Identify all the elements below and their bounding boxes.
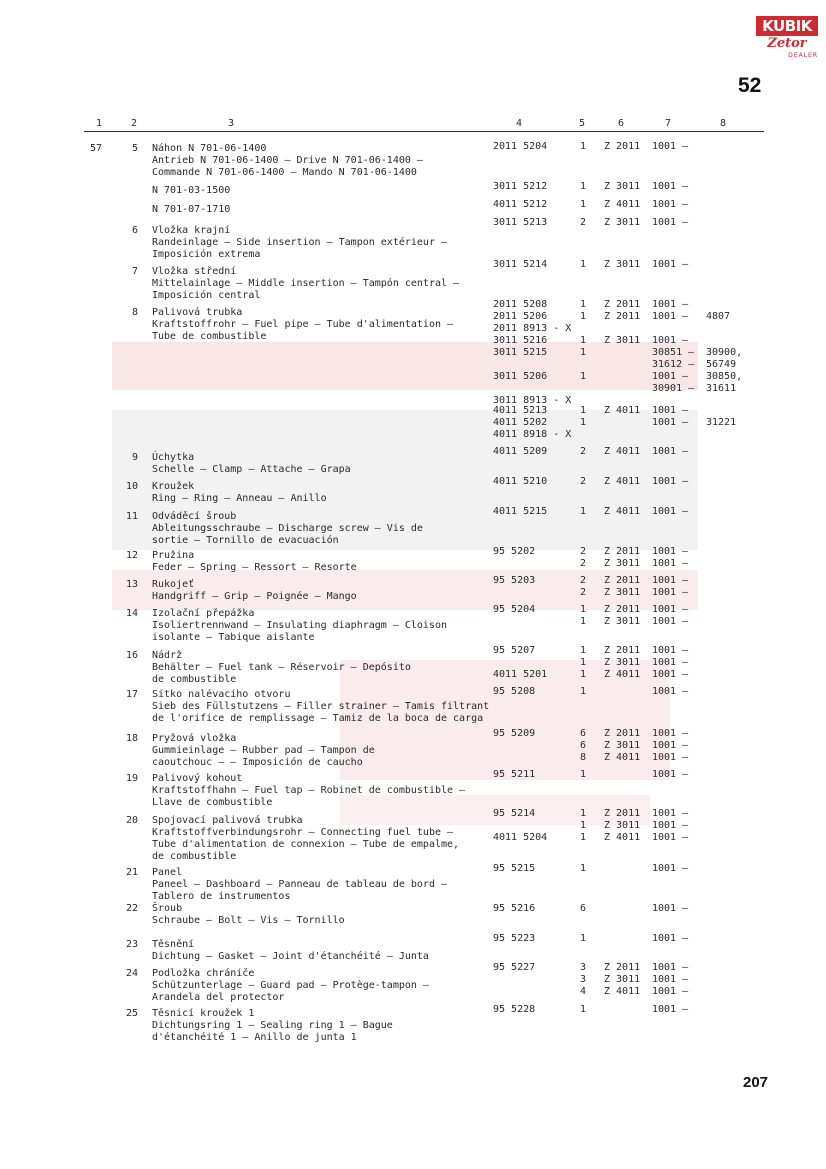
model: Z 2011	[604, 546, 641, 557]
row-position-number: 7	[132, 266, 139, 277]
serial-from: 1001 —	[652, 141, 689, 152]
quantity: 1	[580, 181, 587, 192]
part-number: 95 5228	[493, 1004, 536, 1015]
serial-from: 1001 —	[652, 616, 689, 627]
row-description-line: Kraftstoffhahn — Fuel tap — Robinet de combustible —	[152, 785, 466, 796]
row-description-line: Imposición extrema	[152, 249, 261, 260]
model: Z 2011	[604, 575, 641, 586]
part-number: 4011 5209	[493, 446, 548, 457]
model: Z 4011	[604, 476, 641, 487]
part-number: 95 5203	[493, 575, 536, 586]
part-number: 95 5223	[493, 933, 536, 944]
serial-from: 1001 —	[652, 645, 689, 656]
serial-from: 1001 —	[652, 962, 689, 973]
row-description-line: Schelle — Clamp — Attache — Grapa	[152, 464, 351, 475]
quantity: 3	[580, 962, 587, 973]
row-description-line: Isoliertrennwand — Insulating diaphragm — Cloison	[152, 620, 448, 631]
quantity: 1	[580, 669, 587, 680]
model: Z 3011	[604, 335, 641, 346]
model: Z 3011	[604, 740, 641, 751]
quantity: 1	[580, 604, 587, 615]
serial-note: 56749	[706, 359, 737, 370]
quantity: 1	[580, 616, 587, 627]
row-description-line: Pružina	[152, 550, 195, 561]
serial-from: 1001 —	[652, 446, 689, 457]
serial-from: 1001 —	[652, 199, 689, 210]
model: Z 4011	[604, 986, 641, 997]
quantity: 1	[580, 820, 587, 831]
serial-note: 4807	[706, 311, 731, 322]
quantity: 1	[580, 933, 587, 944]
serial-from: 31612 —	[652, 359, 695, 370]
row-description-line: Úchytka	[152, 452, 195, 463]
row-position-number: 13	[126, 579, 139, 590]
serial-from: 1001 —	[652, 335, 689, 346]
row-description-line: Imposición central	[152, 290, 261, 301]
serial-from: 1001 —	[652, 863, 689, 874]
serial-from: 30901 —	[652, 383, 695, 394]
serial-from: 1001 —	[652, 657, 689, 668]
row-description-line: Gummieinlage — Rubber pad — Tampon de	[152, 745, 375, 756]
serial-from: 1001 —	[652, 728, 689, 739]
row-position-number: 5	[132, 143, 139, 154]
row-position-number: 20	[126, 815, 139, 826]
serial-from: 1001 —	[652, 587, 689, 598]
part-number: 3011 5216	[493, 335, 548, 346]
quantity: 2	[580, 587, 587, 598]
part-number: 3011 8913 - X	[493, 395, 572, 406]
serial-from: 1001 —	[652, 820, 689, 831]
serial-note: 30900,	[706, 347, 743, 358]
model: Z 2011	[604, 311, 641, 322]
model: Z 2011	[604, 808, 641, 819]
part-number: 4011 5212	[493, 199, 548, 210]
quantity: 1	[580, 311, 587, 322]
model: Z 2011	[604, 962, 641, 973]
part-number: 95 5204	[493, 604, 536, 615]
model: Z 4011	[604, 506, 641, 517]
row-description-line: de combustible	[152, 851, 237, 862]
part-number: 3011 5212	[493, 181, 548, 192]
quantity: 1	[580, 506, 587, 517]
model: Z 4011	[604, 405, 641, 416]
part-number: 2011 8913 - X	[493, 323, 572, 334]
model: Z 3011	[604, 259, 641, 270]
page-number-top: 52	[738, 74, 762, 97]
row-description-line: Schützunterlage — Guard pad — Protège-tampon —	[152, 980, 429, 991]
quantity: 1	[580, 347, 587, 358]
logo-sub: Zetor	[767, 36, 807, 51]
part-number: 2011 5208	[493, 299, 548, 310]
quantity: 2	[580, 546, 587, 557]
row-position-number: 24	[126, 968, 139, 979]
model: Z 3011	[604, 616, 641, 627]
col-header-1: 1	[96, 118, 103, 129]
row-position-number: 17	[126, 689, 139, 700]
serial-note: 30850,	[706, 371, 743, 382]
serial-note: 31611	[706, 383, 737, 394]
kubik-zetor-logo	[756, 16, 818, 68]
row-position-number: 8	[132, 307, 139, 318]
serial-from: 1001 —	[652, 371, 689, 382]
quantity: 1	[580, 335, 587, 346]
serial-from: 1001 —	[652, 1004, 689, 1015]
quantity: 1	[580, 686, 587, 697]
part-number: 95 5202	[493, 546, 536, 557]
row-description-line: Nádrž	[152, 650, 183, 661]
serial-from: 1001 —	[652, 974, 689, 985]
serial-from: 1001 —	[652, 575, 689, 586]
row-description-line: Šroub	[152, 903, 183, 914]
row-description-line: Antrieb N 701-06-1400 — Drive N 701-06-1400 —	[152, 155, 423, 166]
model: Z 2011	[604, 728, 641, 739]
col-header-5: 5	[579, 118, 586, 129]
part-number: 3011 5215	[493, 347, 548, 358]
part-number: 95 5209	[493, 728, 536, 739]
model: Z 2011	[604, 645, 641, 656]
row-description-line: d'étanchéité 1 — Anillo de junta 1	[152, 1032, 357, 1043]
row-position-number: 12	[126, 550, 139, 561]
row-description-line: Randeinlage — Side insertion — Tampon extérieur —	[152, 237, 448, 248]
serial-from: 1001 —	[652, 903, 689, 914]
model: Z 3011	[604, 558, 641, 569]
serial-from: 1001 —	[652, 217, 689, 228]
serial-from: 1001 —	[652, 686, 689, 697]
part-number: 95 5208	[493, 686, 536, 697]
part-number: 95 5216	[493, 903, 536, 914]
serial-from: 1001 —	[652, 669, 689, 680]
row-description-line: Schraube — Bolt — Vis — Tornillo	[152, 915, 345, 926]
row-description-line: Podložka chrániče	[152, 968, 255, 979]
row-description-line: Palivová trubka	[152, 307, 243, 318]
part-number: 4011 5202	[493, 417, 548, 428]
quantity: 1	[580, 863, 587, 874]
row-description-line: caoutchouc — — Imposición de caucho	[152, 757, 363, 768]
model: Z 4011	[604, 752, 641, 763]
serial-from: 1001 —	[652, 405, 689, 416]
quantity: 2	[580, 217, 587, 228]
logo-brand: KUBIK	[756, 16, 818, 36]
row-position-number: 22	[126, 903, 139, 914]
model: Z 4011	[604, 669, 641, 680]
quantity: 6	[580, 740, 587, 751]
part-number: 95 5207	[493, 645, 536, 656]
model: Z 3011	[604, 657, 641, 668]
row-description-line: sortie — Tornillo de evacuación	[152, 535, 339, 546]
row-position-number: 21	[126, 867, 139, 878]
quantity: 1	[580, 371, 587, 382]
model: Z 2011	[604, 299, 641, 310]
serial-from: 1001 —	[652, 181, 689, 192]
row-description-line: de l'orifice de remplissage — Tamiz de la boca de carga	[152, 713, 484, 724]
serial-from: 1001 —	[652, 476, 689, 487]
serial-from: 1001 —	[652, 506, 689, 517]
quantity: 8	[580, 752, 587, 763]
row-description-line: Palivový kohout	[152, 773, 243, 784]
model: Z 3011	[604, 820, 641, 831]
part-number: 4011 5213	[493, 405, 548, 416]
quantity: 1	[580, 832, 587, 843]
quantity: 1	[580, 417, 587, 428]
serial-from: 1001 —	[652, 832, 689, 843]
col-header-8: 8	[720, 118, 727, 129]
row-description-line: Dichtung — Gasket — Joint d'étanchéité — Junta	[152, 951, 429, 962]
row-description-line: Handgriff — Grip — Poignée — Mango	[152, 591, 357, 602]
row-description-line: Vložka krajní	[152, 225, 231, 236]
quantity: 1	[580, 199, 587, 210]
part-number: 3011 5213	[493, 217, 548, 228]
quantity: 6	[580, 728, 587, 739]
row-description-line: Tablero de instrumentos	[152, 891, 291, 902]
row-position-number: 9	[132, 452, 139, 463]
page-number-bottom: 207	[743, 1074, 769, 1091]
quantity: 1	[580, 657, 587, 668]
part-number: 95 5215	[493, 863, 536, 874]
row-position-number: 14	[126, 608, 139, 619]
model: Z 2011	[604, 604, 641, 615]
quantity: 1	[580, 645, 587, 656]
row-description-line: Kraftstoffrohr — Fuel pipe — Tube d'alimentation —	[152, 319, 454, 330]
col-header-6: 6	[618, 118, 625, 129]
model: Z 4011	[604, 199, 641, 210]
serial-from: 1001 —	[652, 417, 689, 428]
model: Z 3011	[604, 974, 641, 985]
quantity: 2	[580, 575, 587, 586]
row-description-line: Odváděcí šroub	[152, 511, 237, 522]
serial-from: 30851 —	[652, 347, 695, 358]
quantity: 6	[580, 903, 587, 914]
row-description-line: Behälter — Fuel tank — Réservoir — Depósito	[152, 662, 411, 673]
row-position-number: 19	[126, 773, 139, 784]
part-number: 4011 5201	[493, 669, 548, 680]
part-number: 4011 8918 - X	[493, 429, 572, 440]
serial-from: 1001 —	[652, 769, 689, 780]
row-description-line: Pryžová vložka	[152, 733, 237, 744]
quantity: 2	[580, 446, 587, 457]
row-description-line: Izolační přepážka	[152, 608, 255, 619]
serial-from: 1001 —	[652, 986, 689, 997]
model: Z 3011	[604, 587, 641, 598]
serial-from: 1001 —	[652, 558, 689, 569]
serial-from: 1001 —	[652, 259, 689, 270]
part-number: 4011 5204	[493, 832, 548, 843]
part-number: 95 5227	[493, 962, 536, 973]
part-number: 3011 5206	[493, 371, 548, 382]
row-position-number: 11	[126, 511, 139, 522]
quantity: 1	[580, 299, 587, 310]
row-description-line: N 701-07-1710	[152, 204, 231, 215]
serial-from: 1001 —	[652, 311, 689, 322]
serial-note: 31221	[706, 417, 737, 428]
row-description-line: Sítko nalévacího otvoru	[152, 689, 291, 700]
row-description-line: Paneel — Dashboard — Panneau de tableau de bord —	[152, 879, 448, 890]
serial-from: 1001 —	[652, 546, 689, 557]
part-number: 4011 5215	[493, 506, 548, 517]
quantity: 1	[580, 808, 587, 819]
part-number: 4011 5210	[493, 476, 548, 487]
part-number: 3011 5214	[493, 259, 548, 270]
row-group-number: 57	[90, 143, 103, 154]
row-description-line: Spojovací palivová trubka	[152, 815, 303, 826]
row-description-line: isolante — Tabique aislante	[152, 632, 315, 643]
col-header-2: 2	[131, 118, 138, 129]
row-description-line: Commande N 701-06-1400 — Mando N 701-06-1400	[152, 167, 417, 178]
row-description-line: Dichtungsring 1 — Sealing ring 1 — Bague	[152, 1020, 393, 1031]
row-description-line: Náhon N 701-06-1400	[152, 143, 267, 154]
quantity: 1	[580, 1004, 587, 1015]
row-description-line: Rukojeť	[152, 579, 195, 590]
quantity: 1	[580, 141, 587, 152]
col-header-7: 7	[665, 118, 672, 129]
quantity: 3	[580, 974, 587, 985]
row-position-number: 23	[126, 939, 139, 950]
quantity: 4	[580, 986, 587, 997]
row-position-number: 16	[126, 650, 139, 661]
row-description-line: Panel	[152, 867, 183, 878]
quantity: 1	[580, 405, 587, 416]
serial-from: 1001 —	[652, 299, 689, 310]
logo-dealer: DEALER	[788, 52, 818, 59]
model: Z 3011	[604, 217, 641, 228]
row-description-line: Llave de combustible	[152, 797, 273, 808]
quantity: 1	[580, 769, 587, 780]
model: Z 4011	[604, 832, 641, 843]
model: Z 3011	[604, 181, 641, 192]
row-description-line: Těsnění	[152, 939, 195, 950]
row-description-line: Vložka střední	[152, 266, 237, 277]
row-description-line: Ring — Ring — Anneau — Anillo	[152, 493, 327, 504]
model: Z 4011	[604, 446, 641, 457]
row-description-line: Kroužek	[152, 481, 195, 492]
quantity: 1	[580, 259, 587, 270]
row-description-line: Kraftstoffverbindungsrohr — Connecting fuel tube —	[152, 827, 454, 838]
col-header-4: 4	[516, 118, 523, 129]
row-description-line: Tube de combustible	[152, 331, 267, 342]
row-position-number: 6	[132, 225, 139, 236]
row-position-number: 10	[126, 481, 139, 492]
row-description-line: de combustible	[152, 674, 237, 685]
row-description-line: Feder — Spring — Ressort — Resorte	[152, 562, 357, 573]
col-header-3: 3	[228, 118, 235, 129]
serial-from: 1001 —	[652, 933, 689, 944]
row-description-line: Arandela del protector	[152, 992, 285, 1003]
serial-from: 1001 —	[652, 752, 689, 763]
part-number: 95 5214	[493, 808, 536, 819]
row-description-line: Sieb des Füllstutzens — Filler strainer — Tamis filtrant	[152, 701, 490, 712]
quantity: 2	[580, 476, 587, 487]
row-description-line: Mittelainlage — Middle insertion — Tampón central —	[152, 278, 460, 289]
row-description-line: N 701-03-1500	[152, 185, 231, 196]
part-number: 2011 5206	[493, 311, 548, 322]
serial-from: 1001 —	[652, 740, 689, 751]
serial-from: 1001 —	[652, 808, 689, 819]
quantity: 2	[580, 558, 587, 569]
serial-from: 1001 —	[652, 604, 689, 615]
row-description-line: Ableitungsschraube — Discharge screw — Vis de	[152, 523, 423, 534]
part-number: 95 5211	[493, 769, 536, 780]
row-description-line: Tube d'alimentation de connexion — Tube de empalme,	[152, 839, 460, 850]
part-number: 2011 5204	[493, 141, 548, 152]
row-position-number: 25	[126, 1008, 139, 1019]
model: Z 2011	[604, 141, 641, 152]
row-position-number: 18	[126, 733, 139, 744]
row-description-line: Těsnicí kroužek 1	[152, 1008, 255, 1019]
header-rule	[84, 131, 764, 132]
